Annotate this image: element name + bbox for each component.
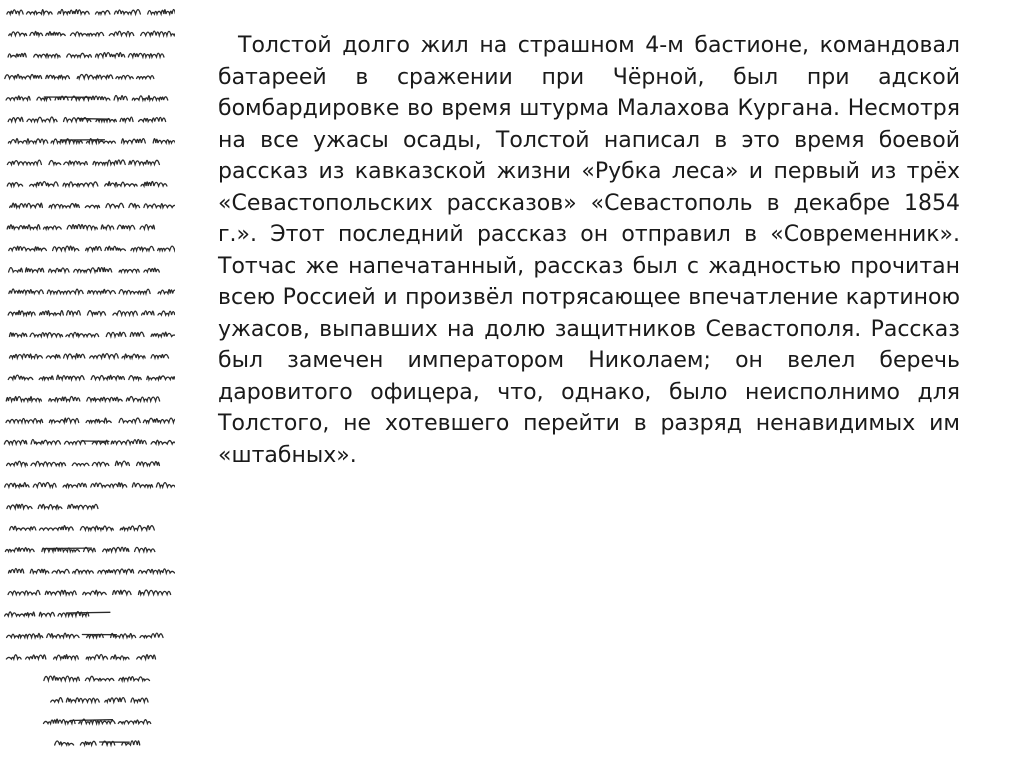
manuscript-line <box>7 160 159 164</box>
manuscript-line <box>5 74 154 78</box>
manuscript-line <box>8 590 170 594</box>
manuscript-line <box>9 268 160 272</box>
manuscript-line <box>51 698 148 702</box>
manuscript-line <box>7 182 167 186</box>
manuscript-line <box>8 375 175 379</box>
manuscript-strike <box>70 720 112 721</box>
manuscript-line <box>9 289 175 293</box>
manuscript-line <box>6 655 155 660</box>
manuscript-scribble-icon <box>0 0 175 767</box>
handwritten-manuscript-image <box>0 0 175 767</box>
manuscript-line <box>7 461 160 465</box>
manuscript-line <box>9 31 175 35</box>
manuscript-line <box>9 569 175 574</box>
manuscript-line <box>9 246 175 250</box>
manuscript-line <box>7 225 154 229</box>
manuscript-line <box>7 633 163 637</box>
manuscript-line <box>7 504 98 508</box>
manuscript-line <box>10 332 176 336</box>
manuscript-line <box>44 676 150 681</box>
manuscript-line <box>8 53 164 57</box>
manuscript-line <box>10 354 169 358</box>
manuscript-line <box>7 10 175 14</box>
manuscript-strike <box>66 612 110 613</box>
manuscript-line <box>55 741 140 745</box>
manuscript-line <box>6 418 175 423</box>
manuscript-line <box>10 203 175 207</box>
manuscript-line <box>5 483 175 487</box>
body-paragraph: Толстой долго жил на страшном 4-м бастионе, командовал батареей в сражении при Чёрной, был при адской бомбардировке во время штурма Малахова Кургана. Несмотря на все ужасы осады, Толстой написал в это время боевой рассказ из кавказской жизни «Рубка леса» и первый из трёх «Севастопольских рассказов» «Севастополь в декабре 1854 г.». Этот последний рассказ он отправил в «Современник». Тотчас же напечатанный, рассказ был с жадностью прочитан всею Россией и произвёл потрясающее впечатление картиною ужасов, выпавших на долю защитников Севастополя. Рассказ был замечен императором Николаем; он велел беречь даровитого офицера, что, однако, было неисполнимо для Толстого, не хотевшего перейти в разряд ненавидимых им «штабных». <box>218 33 960 468</box>
manuscript-line <box>8 311 175 316</box>
manuscript-strike <box>78 119 110 120</box>
manuscript-line <box>6 397 159 401</box>
manuscript-line <box>10 526 155 530</box>
